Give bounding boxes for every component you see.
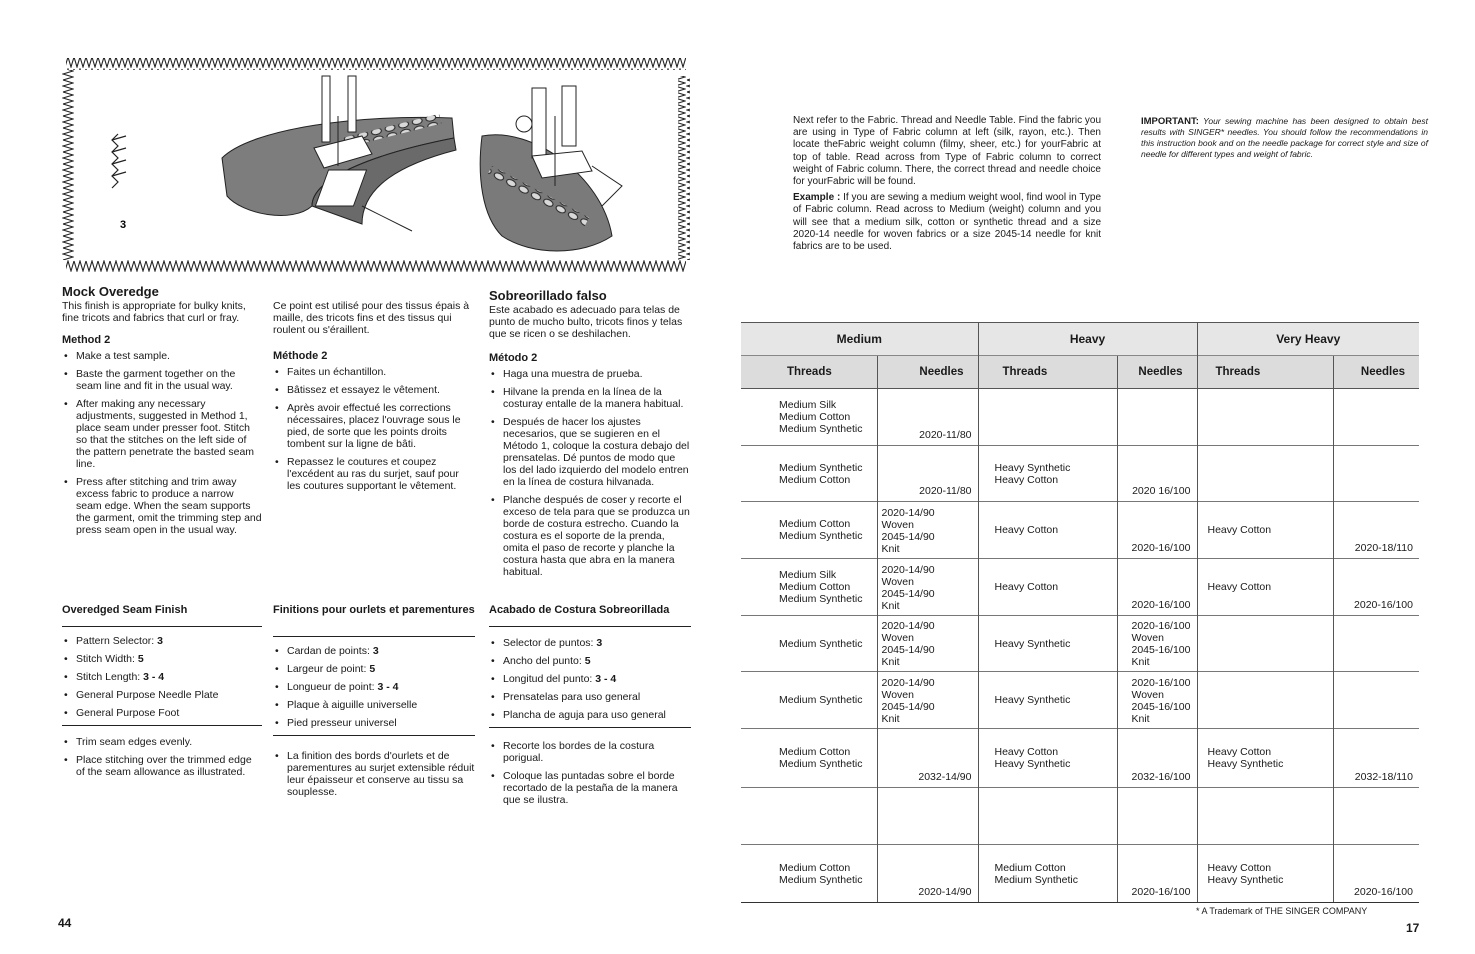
illustration-svg: [62, 56, 694, 274]
french-settings-heading: Finitions pour ourlets et parementures: [273, 604, 475, 616]
setting-label: General Purpose Foot: [76, 707, 180, 719]
setting-item: [489, 637, 691, 649]
spanish-settings-block: [489, 604, 691, 812]
cell-line: Medium Cotton: [779, 861, 851, 874]
setting-label: Stitch Width:: [76, 653, 138, 665]
stitch-illustration: [62, 56, 694, 274]
english-settings: [62, 635, 262, 719]
needle-cell: [877, 616, 978, 672]
thread-cell: [978, 788, 1117, 845]
setting-item: [489, 655, 691, 667]
needle-cell: [1117, 729, 1197, 788]
cell-line: 2020-14/90: [881, 563, 935, 576]
cell-line: Medium Synthetic: [779, 637, 863, 650]
french-method-heading: Méthode 2: [273, 350, 328, 362]
setting-value: 5: [137, 653, 144, 665]
thread-cell: [741, 672, 877, 729]
setting-label: Selector de puntos:: [503, 637, 597, 649]
cell-line: Medium Synthetic: [994, 873, 1078, 886]
divider: [62, 725, 262, 726]
setting-item: [62, 689, 262, 701]
setting-label: Longitud del punto:: [503, 673, 596, 685]
thread-cell: [741, 788, 877, 845]
setting-value: 3: [157, 635, 163, 647]
cell-line: 2045-14/90: [881, 530, 935, 543]
setting-item: [62, 671, 262, 683]
cell-line: 2032-18/110: [1354, 771, 1413, 783]
cell-line: Medium Synthetic: [779, 873, 863, 886]
cell-line: Heavy Synthetic: [994, 758, 1071, 770]
cell-line: Woven: [1131, 688, 1164, 701]
spanish-step: • Planche después de coser y recorte el exceso de tela para que se produzca un borde de costura estrecho. Cuando la costura es el soporte de la prenda, omita el paso de recorte y planche la costura hasta que abra en la manera habitual.: [489, 494, 691, 578]
cell-line: Medium Silk: [779, 569, 837, 581]
frame-right: [678, 76, 690, 260]
cell-line: 2045-16/100: [1131, 700, 1191, 713]
cell-line: Heavy Synthetic: [994, 637, 1071, 650]
table-intro: [793, 115, 1101, 253]
example-paragraph: [793, 192, 1101, 253]
cell-line: Medium Cotton: [779, 581, 851, 593]
thread-cell: [978, 845, 1117, 903]
thread-cell: [741, 616, 877, 672]
stitch-pattern-icon: [112, 134, 126, 188]
threads-header: Threads: [978, 356, 1117, 389]
cell-line: Woven: [1131, 632, 1164, 644]
spanish-steps: [489, 368, 691, 578]
cell-line: 2020 16/100: [1132, 485, 1191, 497]
needle-cell: [877, 672, 978, 729]
setting-label: Plaque à aiguille universelle: [287, 699, 418, 711]
group-medium: Medium: [741, 323, 978, 356]
final-step: • La finition des bords d'ourlets et de parementures au surjet extensible réduit leur épaisseur et conserve au tissu sa souplesse.: [273, 750, 475, 798]
english-intro: This finish is appropriate for bulky knits, fine tricots and fabrics that curl or fray.: [62, 300, 246, 324]
needle-cell: [1333, 616, 1419, 672]
table-row: [741, 389, 1419, 446]
english-step: • Baste the garment together on the seam line and fit in the usual way.: [62, 368, 262, 392]
cell-line: 2020-14/90: [881, 506, 935, 519]
needle-cell: [1117, 559, 1197, 616]
thread-cell: [1197, 788, 1333, 845]
cell-line: 2045-16/100: [1131, 644, 1191, 656]
thread-cell: [741, 845, 877, 903]
example-label: Example :: [793, 192, 841, 204]
needle-cell: [1117, 672, 1197, 729]
french-step: • Après avoir effectué les corrections nécessaires, placez l'ouvrage sous le pied, de sorte que les points droits tombent sur la ligne de bâti.: [273, 402, 475, 450]
needles-header: Needles: [1333, 356, 1419, 389]
french-step: • Bâtissez et essayez le vêtement.: [273, 384, 475, 396]
cell-line: Heavy Synthetic: [994, 694, 1071, 706]
setting-label: Plancha de aguja para uso general: [503, 709, 666, 721]
group-very-heavy: Very Heavy: [1197, 323, 1419, 356]
setting-label: Largeur de point:: [287, 663, 370, 675]
final-step: • Place stitching over the trimmed edge of the seam allowance as illustrated.: [62, 754, 262, 778]
divider: [489, 626, 691, 627]
english-title: Mock Overedge: [62, 284, 159, 299]
spanish-settings-heading: Acabado de Costura Sobreorillada: [489, 604, 670, 616]
spanish-method-heading: Método 2: [489, 352, 538, 364]
table-sub-header: [741, 356, 1419, 389]
cell-line: Woven: [881, 518, 914, 531]
cell-line: Medium Synthetic: [779, 593, 863, 605]
table-row: [741, 502, 1419, 559]
cell-line: Heavy Synthetic: [994, 461, 1071, 474]
needles-header: Needles: [877, 356, 978, 389]
needle-cell: [1333, 559, 1419, 616]
table-row: [741, 845, 1419, 903]
setting-label: Stitch Length:: [76, 671, 144, 683]
setting-value: 5: [584, 655, 591, 667]
thread-cell: [1197, 446, 1333, 502]
cell-line: Heavy Cotton: [1207, 746, 1272, 758]
english-step: • After making any necessary adjustments, suggested in Method 1, place seam under presser foot. Stitch so that the stitches on the left side of the pattern penetrate the basted seam line.: [62, 398, 262, 470]
needle-cell: [1333, 788, 1419, 845]
cell-line: 2032-14/90: [918, 771, 972, 783]
english-method-heading: Method 2: [62, 334, 111, 346]
cell-line: Medium Synthetic: [779, 530, 863, 542]
setting-label: Longueur de point:: [287, 681, 378, 693]
cell-line: Heavy Synthetic: [1207, 758, 1284, 770]
cell-line: 2020-11/80: [919, 485, 972, 497]
thread-cell: [1197, 389, 1333, 446]
needle-cell: [1333, 845, 1419, 903]
setting-value: 3 - 4: [595, 673, 617, 685]
setting-label: General Purpose Needle Plate: [76, 689, 219, 701]
cell-line: Knit: [1131, 712, 1150, 725]
spanish-column: [489, 304, 691, 584]
thread-cell: [1197, 729, 1333, 788]
english-column: [62, 300, 262, 542]
setting-label: Cardan de points:: [287, 645, 373, 657]
table-row: [741, 559, 1419, 616]
needle-cell: [1333, 446, 1419, 502]
cell-line: Medium Cotton: [779, 473, 851, 486]
divider: [62, 626, 262, 627]
french-intro: Ce point est utilisé pour des tissus épais à maille, des tricots fins et des tissus qui roulent ou s'éraillent.: [273, 300, 470, 336]
cell-line: Knit: [881, 656, 900, 668]
cell-line: Medium Silk: [779, 399, 837, 411]
thread-cell: [741, 446, 877, 502]
table-row: [741, 616, 1419, 672]
french-steps: [273, 366, 475, 492]
table-row: [741, 788, 1419, 845]
cell-line: 2020-16/100: [1131, 886, 1191, 898]
stitch-number: 3: [120, 219, 127, 231]
thread-cell: [978, 559, 1117, 616]
cell-line: Knit: [1131, 656, 1150, 668]
intro-paragraph: Next refer to the Fabric. Thread and Needle Table. Find the fabric you are using in Type of Fabric column at left (silk, rayon, etc.). Then locate theFabric weight column (filmy, sheer, etc.) for yourFabric at top of table. Read across from Type of Fabric column to correct weight of Fabric column. There, the correct thread and needle choice for yourFabric will be found.: [793, 115, 1101, 188]
table-group-header: [741, 323, 1419, 356]
cell-line: Woven: [881, 632, 914, 644]
setting-item: [273, 717, 475, 729]
cell-line: 2020-16/100: [1131, 620, 1191, 632]
thread-cell: [741, 502, 877, 559]
cell-line: Medium Synthetic: [779, 423, 863, 435]
needle-cell: [1333, 672, 1419, 729]
english-step: • Make a test sample.: [62, 350, 262, 362]
thread-cell: [1197, 616, 1333, 672]
spanish-step: • Después de hacer los ajustes necesarios, que se sugieren en el Método 1, coloque la costura debajo del prensatelas. Dé puntos de modo que los del lado izquierdo del modelo entren en la línea de costura hilvanada.: [489, 416, 691, 488]
thread-cell: [978, 502, 1117, 559]
needle-cell: [1117, 788, 1197, 845]
cell-line: Medium Synthetic: [779, 461, 863, 474]
setting-label: Prensatelas para uso general: [503, 691, 641, 703]
thread-cell: [1197, 672, 1333, 729]
cell-line: Heavy Cotton: [1207, 581, 1272, 593]
cell-line: Medium Synthetic: [779, 758, 863, 770]
english-steps: [62, 350, 262, 536]
french-column: [273, 300, 475, 498]
thread-cell: [741, 389, 877, 446]
cell-line: 2020-14/90: [881, 676, 935, 689]
thread-cell: [978, 389, 1117, 446]
thread-cell: [978, 446, 1117, 502]
needle-cell: [877, 729, 978, 788]
frame-top: [66, 58, 686, 70]
needle-cell: [877, 559, 978, 616]
fabric-right-drawing: [480, 86, 622, 251]
cell-line: Heavy Cotton: [1207, 861, 1272, 874]
setting-label: Pattern Selector:: [76, 635, 158, 647]
cell-line: 2020-16/100: [1131, 542, 1191, 554]
cell-line: Knit: [881, 712, 900, 725]
final-step: • Trim seam edges evenly.: [62, 736, 262, 748]
french-settings: [273, 645, 475, 729]
setting-item: [273, 699, 475, 711]
divider: [489, 727, 691, 728]
needles-header: Needles: [1117, 356, 1197, 389]
cell-line: 2045-14/90: [881, 700, 935, 713]
frame-bottom: [66, 260, 686, 272]
needle-cell: [1333, 729, 1419, 788]
trademark-note: * A Trademark of THE SINGER COMPANY: [1196, 906, 1368, 916]
needle-cell: [877, 446, 978, 502]
spanish-intro: Este acabado es adecuado para telas de punto de mucho bulto, tricots finos y telas que se ricen o se deshilachen.: [489, 304, 683, 340]
needle-cell: [1117, 446, 1197, 502]
cell-line: Medium Cotton: [994, 861, 1066, 874]
thread-cell: [1197, 502, 1333, 559]
setting-value: 3 - 4: [143, 671, 165, 683]
table-row: [741, 446, 1419, 502]
french-step: • Faites un échantillon.: [273, 366, 475, 378]
final-step: • Coloque las puntadas sobre el borde recortado de la pestaña de la manera que se ilustra.: [489, 770, 691, 806]
fabric-left-drawing: [222, 76, 456, 231]
setting-item: [489, 673, 691, 685]
cell-line: Heavy Cotton: [994, 524, 1059, 536]
cell-line: Woven: [881, 575, 914, 588]
threads-header: Threads: [741, 356, 877, 389]
divider: [273, 636, 475, 637]
example-text: If you are sewing a medium weight wool, find wool in Type of Fabric column. Read across to Medium (weight) column and you will see that a medium silk, cotton or synthetic thread and a size 2020-14 needle for woven fabrics or a size 2045-14 needle for knit fabrics are to be used.: [793, 192, 1101, 253]
important-text: Your sewing machine has been designed to obtain best results with SINGER* needles. You should follow the recommendations in this instruction book and on the needle package for correct style and size of needle for different types and weight of fabric.: [1141, 116, 1428, 159]
spanish-final-steps: [489, 740, 691, 806]
cell-line: Heavy Cotton: [994, 473, 1059, 486]
group-heavy: Heavy: [978, 323, 1197, 356]
cell-line: 2045-14/90: [881, 587, 935, 600]
thread-cell: [978, 616, 1117, 672]
needle-cell: [877, 788, 978, 845]
table-row: [741, 729, 1419, 788]
thread-cell: [1197, 845, 1333, 903]
important-note: [1141, 116, 1428, 160]
setting-item: [489, 691, 691, 703]
cell-line: 2045-14/90: [881, 644, 935, 656]
thread-cell: [978, 672, 1117, 729]
thread-cell: [741, 559, 877, 616]
setting-item: [62, 653, 262, 665]
cell-line: 2020-16/100: [1354, 886, 1413, 898]
page-number-left: 44: [58, 916, 72, 930]
cell-line: 2020-16/100: [1131, 676, 1191, 689]
important-label: IMPORTANT:: [1141, 116, 1199, 127]
thread-cell: [1197, 559, 1333, 616]
setting-value: 3: [596, 637, 603, 649]
setting-label: Pied presseur universel: [287, 717, 397, 729]
frame-left: [62, 70, 74, 260]
english-settings-heading: Overedged Seam Finish: [62, 604, 188, 616]
cell-line: 2020-16/100: [1354, 599, 1413, 611]
setting-item: [273, 663, 475, 675]
cell-line: 2020-14/90: [881, 620, 935, 632]
setting-value: 3 - 4: [377, 681, 399, 693]
needle-cell: [1117, 389, 1197, 446]
needle-cell: [877, 845, 978, 903]
setting-item: [273, 681, 475, 693]
needle-cell: [1333, 389, 1419, 446]
cell-line: Knit: [881, 599, 900, 612]
english-settings-block: [62, 604, 262, 784]
page-number-right: 17: [1406, 921, 1420, 935]
cell-line: 2032-16/100: [1131, 771, 1191, 783]
setting-item: [62, 707, 262, 719]
needle-cell: [1117, 845, 1197, 903]
needle-cell: [1117, 502, 1197, 559]
threads-header: Threads: [1197, 356, 1333, 389]
cell-line: 2020-18/110: [1354, 542, 1413, 554]
cell-line: 2020-11/80: [919, 429, 972, 441]
thread-cell: [978, 729, 1117, 788]
cell-line: Medium Cotton: [779, 411, 851, 423]
english-step: • Press after stitching and trim away excess fabric to produce a narrow seam edge. When the seam supports the garment, omit the trimming step and press seam open in the usual way.: [62, 476, 262, 536]
cell-line: Knit: [881, 542, 900, 555]
cell-line: 2020-16/100: [1131, 599, 1191, 611]
cell-line: Medium Cotton: [779, 518, 851, 530]
cell-line: Heavy Synthetic: [1207, 873, 1284, 886]
setting-value: 3: [372, 645, 379, 657]
french-settings-block: [273, 604, 475, 804]
needle-cell: [877, 502, 978, 559]
spanish-title: Sobreorillado falso: [489, 288, 607, 303]
needle-cell: [877, 389, 978, 446]
final-step: • Recorte los bordes de la costura porigual.: [489, 740, 691, 764]
english-final-steps: [62, 736, 262, 778]
setting-value: 5: [369, 663, 376, 675]
spanish-step: • Haga una muestra de prueba.: [489, 368, 691, 380]
setting-item: [273, 645, 475, 657]
cell-line: Heavy Cotton: [994, 581, 1059, 593]
thread-cell: [741, 729, 877, 788]
setting-label: Ancho del punto:: [503, 655, 585, 667]
cell-line: Medium Cotton: [779, 746, 851, 758]
spanish-step: • Hilvane la prenda en la línea de la costuray entalle de la manera habitual.: [489, 386, 691, 410]
needle-cell: [1333, 502, 1419, 559]
cell-line: 2020-14/90: [918, 886, 972, 898]
setting-item: [62, 635, 262, 647]
cell-line: Medium Synthetic: [779, 694, 863, 706]
fabric-thread-needle-table: [741, 322, 1419, 903]
french-final-steps: [273, 750, 475, 798]
cell-line: Heavy Cotton: [994, 746, 1059, 758]
divider: [273, 735, 475, 736]
french-step: • Repassez le coutures et coupez l'excédent au ras du surjet, sauf pour les coutures supportant le vêtement.: [273, 456, 475, 492]
needle-cell: [1117, 616, 1197, 672]
table-row: [741, 672, 1419, 729]
spanish-settings: [489, 637, 691, 721]
table-body: [741, 389, 1419, 903]
cell-line: Woven: [881, 688, 914, 701]
setting-item: [489, 709, 691, 721]
cell-line: Heavy Cotton: [1207, 524, 1272, 536]
